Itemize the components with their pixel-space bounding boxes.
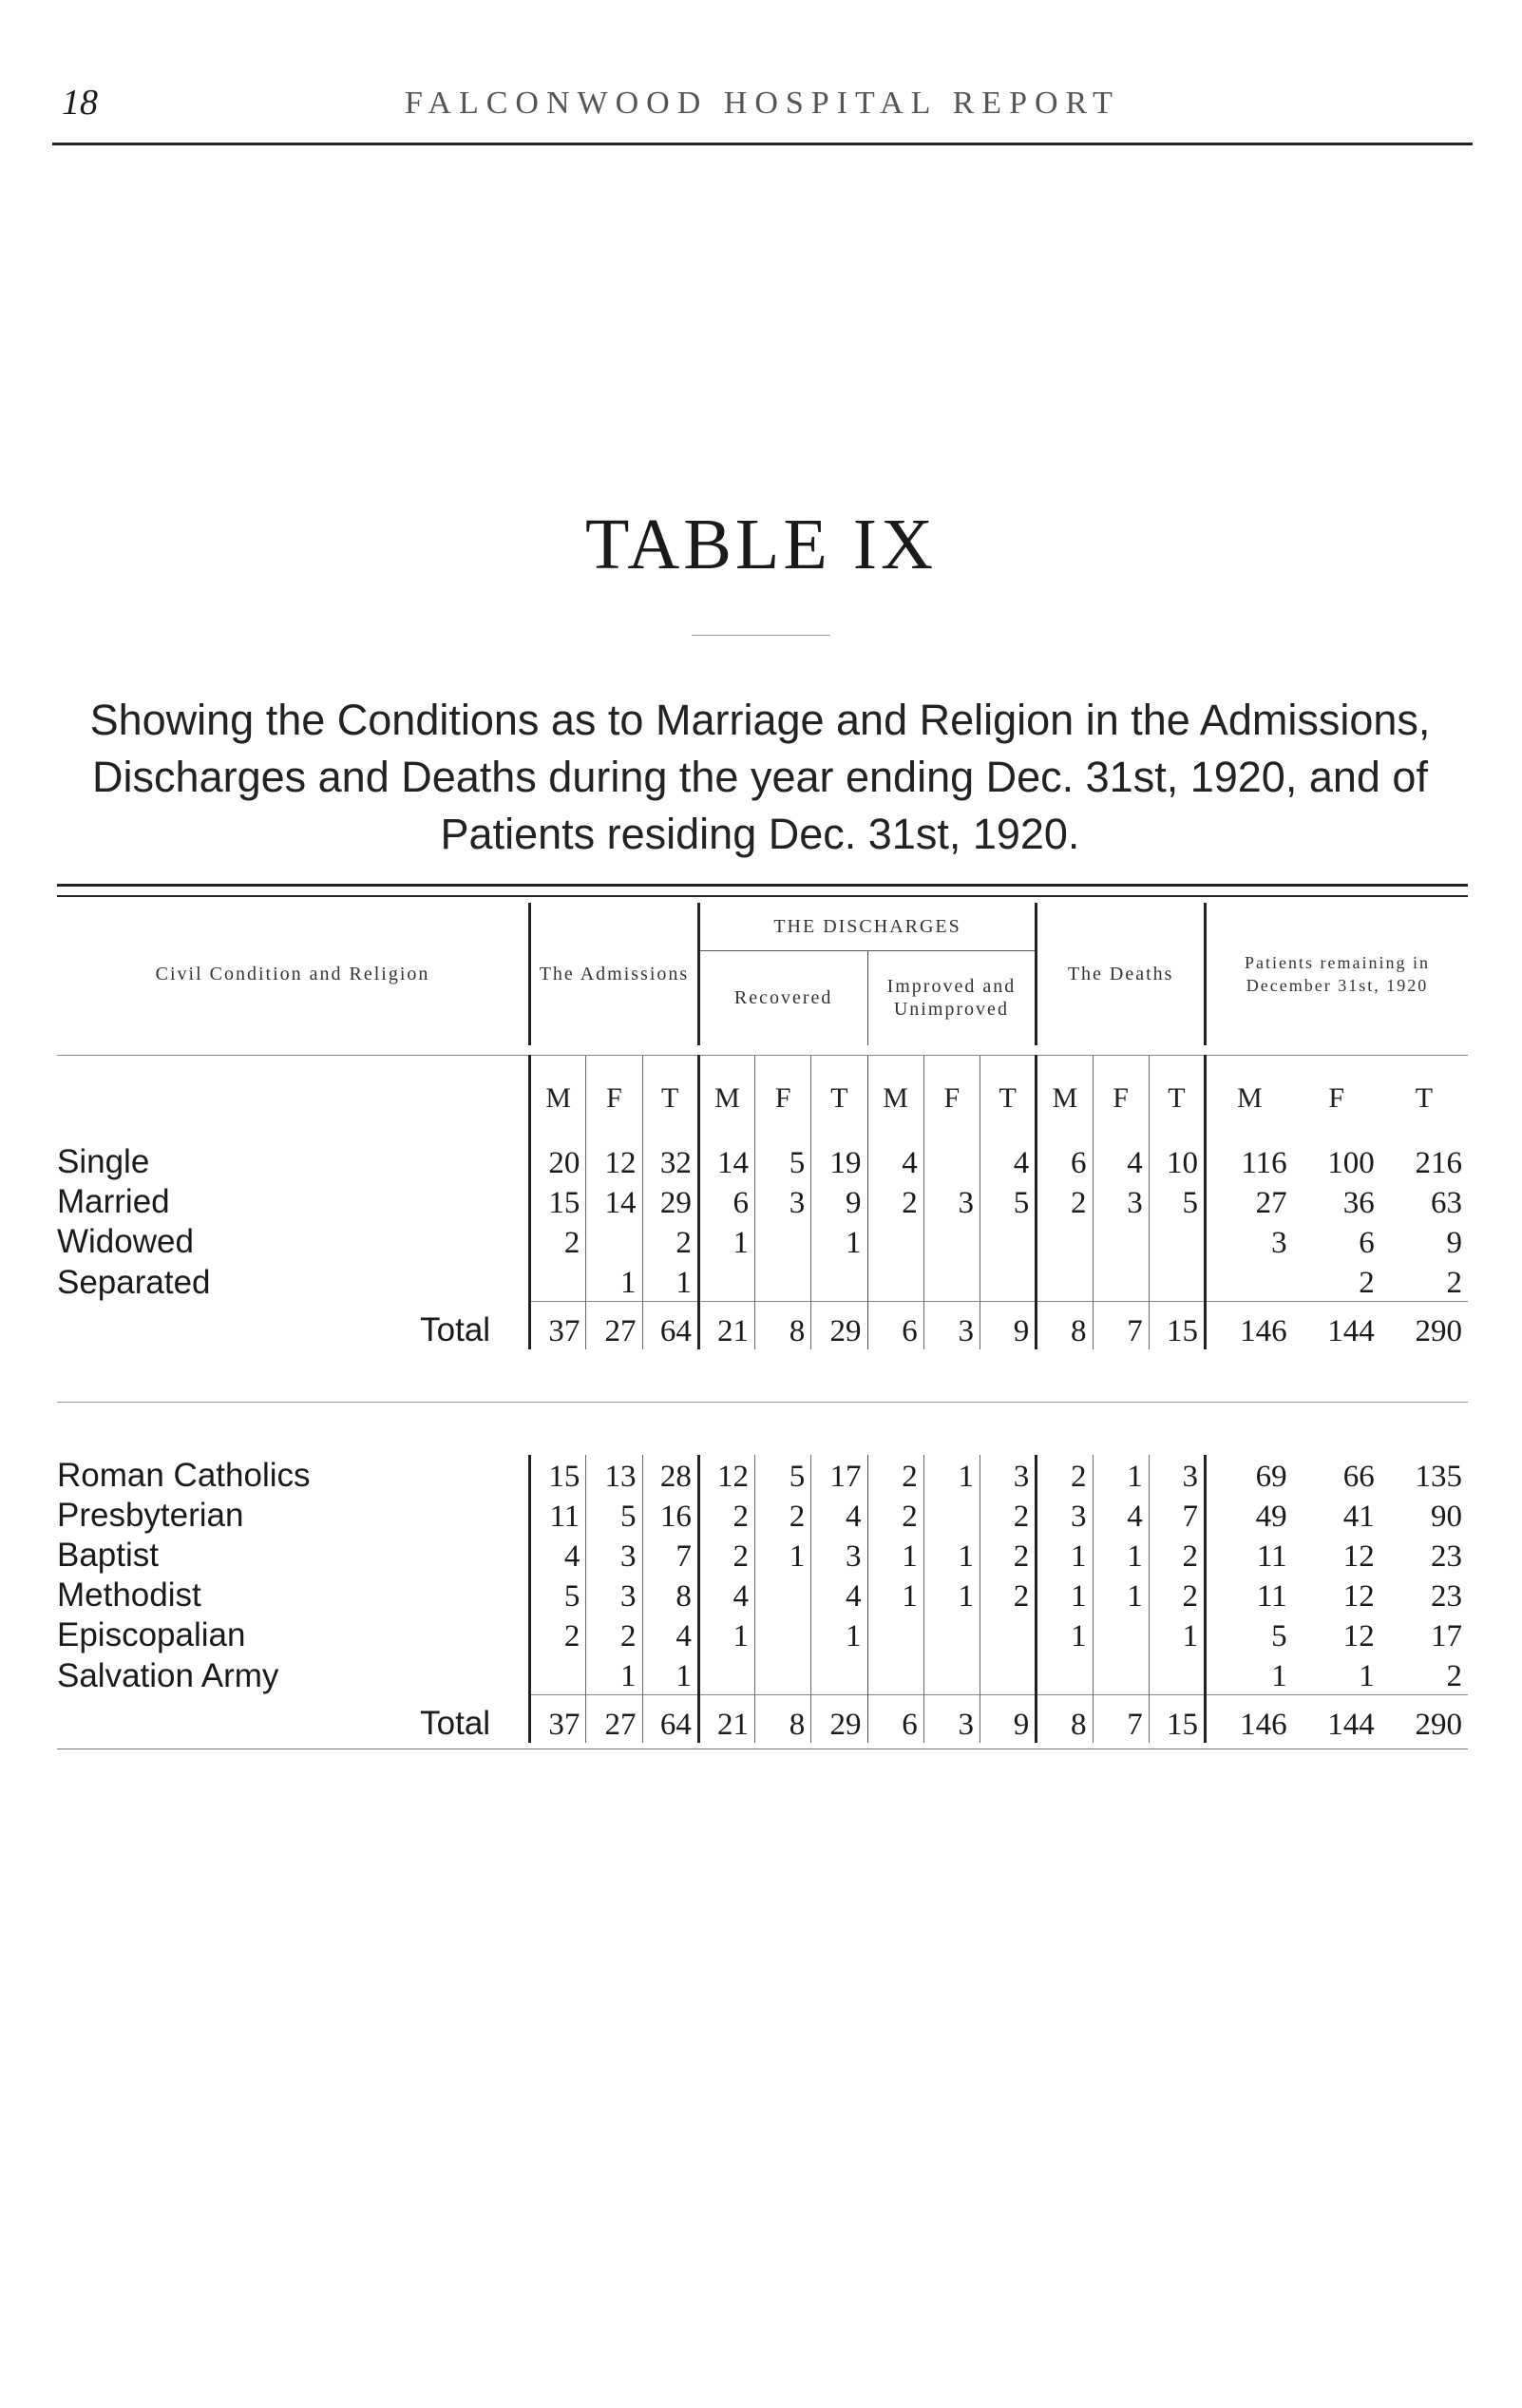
cell-recovered-f: 5	[755, 1455, 811, 1495]
improved-f: F	[923, 1056, 980, 1142]
religion-row	[57, 1535, 1468, 1575]
cell-admissions-t: 29	[642, 1181, 698, 1221]
cell-improved-t: 5	[980, 1181, 1036, 1221]
cell-improved-f: 1	[923, 1455, 980, 1495]
cell-admissions-m: 11	[530, 1495, 586, 1535]
cell-admissions-m: 5	[530, 1575, 586, 1615]
cell-deaths-m: 3	[1037, 1495, 1093, 1535]
cell-deaths-m: 8	[1037, 1695, 1093, 1744]
cell-improved-f	[923, 1615, 980, 1654]
cell-recovered-t: 4	[811, 1575, 867, 1615]
cell-deaths-f	[1093, 1615, 1149, 1654]
cell-improved-f: 3	[923, 1181, 980, 1221]
cell-remaining-t: 23	[1431, 1539, 1462, 1574]
cell-remaining-t: 63	[1431, 1186, 1462, 1220]
cell-remaining-f: 12	[1342, 1619, 1375, 1653]
cell-improved-t	[980, 1654, 1036, 1695]
cell-deaths-m: 1	[1037, 1575, 1093, 1615]
cell-remaining-f: 1	[1359, 1659, 1375, 1693]
recovered-t: T	[811, 1056, 867, 1142]
mft-header-row	[57, 1056, 1468, 1142]
cell-deaths-f: 3	[1093, 1181, 1149, 1221]
cell-remaining-f: 144	[1293, 1302, 1380, 1350]
religion-row	[57, 1455, 1468, 1495]
cell-remaining-t: 2	[1446, 1266, 1462, 1300]
cell-deaths-m: 1	[1037, 1535, 1093, 1575]
cell-admissions-t: 2	[642, 1221, 698, 1261]
cell-recovered-t: 1	[811, 1221, 867, 1261]
civil-row	[57, 1261, 1468, 1302]
cell-improved-m: 1	[867, 1535, 923, 1575]
cell-recovered-m: 21	[698, 1302, 754, 1350]
statistics-table	[57, 903, 1468, 1749]
section-gap	[57, 1349, 1468, 1455]
cell-admissions-f: 5	[586, 1495, 642, 1535]
remaining-header: Patients remaining in December 31st, 1920	[1245, 953, 1430, 995]
cell-improved-m: 6	[867, 1302, 923, 1350]
cell-remaining-m: 3	[1271, 1226, 1287, 1260]
cell-remaining-t: 2	[1446, 1659, 1462, 1693]
row-label: Roman Catholics	[57, 1455, 530, 1495]
cell-deaths-f: 7	[1093, 1695, 1149, 1744]
cell-remaining-m: 146	[1206, 1695, 1293, 1744]
cell-improved-m	[867, 1261, 923, 1302]
admissions-t: T	[642, 1056, 698, 1142]
cell-remaining-f: 41	[1342, 1500, 1375, 1534]
cell-remaining-f: 100	[1327, 1146, 1375, 1180]
page-header	[52, 76, 1473, 145]
cell-remaining-f: 2	[1359, 1266, 1375, 1300]
civil-total-row	[57, 1302, 1468, 1350]
cell-admissions-m: 37	[530, 1302, 586, 1350]
civil-row	[57, 1221, 1468, 1261]
cell-improved-m	[867, 1654, 923, 1695]
cell-admissions-t: 1	[642, 1654, 698, 1695]
cell-recovered-m: 1	[698, 1615, 754, 1654]
row-label: Baptist	[57, 1535, 530, 1575]
cell-admissions-t: 1	[642, 1261, 698, 1302]
cell-deaths-f: 4	[1093, 1141, 1149, 1181]
table-subtitle: Showing the Conditions as to Marriage and Religion in the Admissions, Discharges and Deaths during the year ending Dec. 31st, 1920, and of Patients residing Dec. 31st, 1920.	[89, 696, 1431, 858]
header-separator	[57, 1045, 1468, 1056]
cell-deaths-m	[1037, 1654, 1093, 1695]
cell-deaths-t: 5	[1149, 1181, 1205, 1221]
civil-row	[57, 1141, 1468, 1181]
recovered-header: Recovered	[698, 950, 867, 1045]
cell-admissions-f: 14	[586, 1181, 642, 1221]
cell-improved-m: 1	[867, 1575, 923, 1615]
cell-improved-f	[923, 1495, 980, 1535]
cell-improved-t: 3	[980, 1455, 1036, 1495]
cell-admissions-f	[586, 1221, 642, 1261]
cell-recovered-f	[755, 1654, 811, 1695]
cell-deaths-m: 1	[1037, 1615, 1093, 1654]
cell-improved-f	[923, 1261, 980, 1302]
cell-admissions-t: 32	[642, 1141, 698, 1181]
cell-admissions-f: 1	[586, 1654, 642, 1695]
cell-admissions-m: 4	[530, 1535, 586, 1575]
cell-deaths-t: 15	[1149, 1695, 1205, 1744]
cell-deaths-t	[1149, 1654, 1205, 1695]
running-head: FALCONWOOD HOSPITAL REPORT	[405, 86, 1120, 121]
table-header	[57, 903, 1468, 1141]
cell-recovered-m: 14	[698, 1141, 754, 1181]
cell-deaths-f: 4	[1093, 1495, 1149, 1535]
civil-condition-section	[57, 1141, 1468, 1349]
admissions-m: M	[530, 1056, 586, 1142]
cell-improved-t	[980, 1615, 1036, 1654]
cell-admissions-t: 64	[642, 1695, 698, 1744]
cell-recovered-f: 3	[755, 1181, 811, 1221]
cell-admissions-f: 3	[586, 1575, 642, 1615]
cell-remaining-m: 5	[1271, 1619, 1287, 1653]
civil-row	[57, 1181, 1468, 1221]
cell-deaths-t: 10	[1149, 1141, 1205, 1181]
cell-recovered-t: 9	[811, 1181, 867, 1221]
cell-remaining-m: 116	[1241, 1146, 1287, 1180]
cell-deaths-f	[1093, 1221, 1149, 1261]
cell-deaths-t: 2	[1149, 1575, 1205, 1615]
title-divider	[692, 635, 830, 636]
cell-recovered-f	[755, 1261, 811, 1302]
cell-remaining-m: 146	[1206, 1302, 1293, 1350]
cell-improved-t	[980, 1221, 1036, 1261]
discharges-header: THE DISCHARGES	[698, 903, 1036, 950]
cell-remaining-t: 23	[1431, 1579, 1462, 1614]
cell-improved-t: 9	[980, 1695, 1036, 1744]
cell-improved-f	[923, 1221, 980, 1261]
cell-recovered-f: 5	[755, 1141, 811, 1181]
cell-remaining-t: 17	[1431, 1619, 1462, 1653]
cell-improved-m	[867, 1615, 923, 1654]
cell-deaths-f: 1	[1093, 1455, 1149, 1495]
row-label: Single	[57, 1141, 530, 1181]
cell-remaining-m	[1206, 1261, 1293, 1302]
cell-remaining-f: 12	[1342, 1539, 1375, 1574]
cell-improved-f	[923, 1141, 980, 1181]
row-label: Methodist	[57, 1575, 530, 1615]
cell-admissions-t: 28	[642, 1455, 698, 1495]
cell-recovered-m: 4	[698, 1575, 754, 1615]
cell-improved-m	[867, 1221, 923, 1261]
cell-remaining-t: 9	[1446, 1226, 1462, 1260]
cell-recovered-m: 2	[698, 1495, 754, 1535]
table-bottom	[57, 1743, 1468, 1749]
cell-recovered-t: 29	[811, 1302, 867, 1350]
cell-admissions-f: 12	[586, 1141, 642, 1181]
cell-deaths-t	[1149, 1261, 1205, 1302]
religion-total-row	[57, 1695, 1468, 1744]
cell-deaths-f	[1093, 1654, 1149, 1695]
table-top-rule-inner	[57, 895, 1468, 897]
cell-admissions-m: 2	[530, 1221, 586, 1261]
religion-row	[57, 1575, 1468, 1615]
deaths-t: T	[1149, 1056, 1205, 1142]
cell-improved-t	[980, 1261, 1036, 1302]
cell-remaining-f: 66	[1342, 1460, 1375, 1494]
remaining-f: F	[1328, 1082, 1345, 1114]
cell-recovered-m: 2	[698, 1535, 754, 1575]
cell-improved-f: 3	[923, 1302, 980, 1350]
cell-admissions-f: 1	[586, 1261, 642, 1302]
cell-improved-m: 4	[867, 1141, 923, 1181]
religion-row	[57, 1654, 1468, 1695]
cell-recovered-t	[811, 1654, 867, 1695]
cell-recovered-f	[755, 1615, 811, 1654]
cell-remaining-f: 36	[1342, 1186, 1375, 1220]
cell-admissions-m: 15	[530, 1181, 586, 1221]
cell-improved-m: 2	[867, 1495, 923, 1535]
cell-remaining-m: 11	[1256, 1539, 1287, 1574]
deaths-header: The Deaths	[1037, 903, 1206, 1045]
religion-row	[57, 1615, 1468, 1654]
cell-remaining-t: 216	[1415, 1146, 1462, 1180]
cell-recovered-f: 8	[755, 1695, 811, 1744]
cell-improved-f	[923, 1654, 980, 1695]
cell-remaining-t: 90	[1431, 1500, 1462, 1534]
cell-deaths-m	[1037, 1261, 1093, 1302]
cell-recovered-f	[755, 1221, 811, 1261]
cell-admissions-t: 16	[642, 1495, 698, 1535]
row-label: Episcopalian	[57, 1615, 530, 1654]
cell-admissions-t: 7	[642, 1535, 698, 1575]
cell-admissions-m: 37	[530, 1695, 586, 1744]
cell-admissions-t: 8	[642, 1575, 698, 1615]
cell-remaining-t: 290	[1380, 1695, 1468, 1744]
cell-admissions-f: 13	[586, 1455, 642, 1495]
cell-improved-t: 2	[980, 1495, 1036, 1535]
cell-deaths-t	[1149, 1221, 1205, 1261]
cell-deaths-t: 15	[1149, 1302, 1205, 1350]
cell-recovered-m: 21	[698, 1695, 754, 1744]
cell-deaths-m: 2	[1037, 1181, 1093, 1221]
cell-recovered-t: 4	[811, 1495, 867, 1535]
improved-header: Improved and Unimproved	[867, 950, 1037, 1045]
cell-improved-m: 6	[867, 1695, 923, 1744]
cell-deaths-f: 7	[1093, 1302, 1149, 1350]
table-top-rule	[57, 884, 1468, 887]
cell-improved-t: 4	[980, 1141, 1036, 1181]
row-label: Widowed	[57, 1221, 530, 1261]
civil-religion-header: Civil Condition and Religion	[57, 903, 530, 1045]
cell-deaths-m	[1037, 1221, 1093, 1261]
cell-recovered-m: 1	[698, 1221, 754, 1261]
cell-remaining-m: 1	[1271, 1659, 1287, 1693]
cell-deaths-m: 8	[1037, 1302, 1093, 1350]
cell-admissions-f: 27	[586, 1302, 642, 1350]
cell-remaining-f: 6	[1359, 1226, 1375, 1260]
cell-remaining-m: 49	[1255, 1500, 1287, 1534]
cell-recovered-t: 29	[811, 1695, 867, 1744]
cell-deaths-f: 1	[1093, 1575, 1149, 1615]
cell-remaining-m: 27	[1255, 1186, 1287, 1220]
cell-improved-f: 3	[923, 1695, 980, 1744]
cell-recovered-t: 1	[811, 1615, 867, 1654]
cell-recovered-f	[755, 1575, 811, 1615]
cell-improved-t: 2	[980, 1535, 1036, 1575]
cell-improved-m: 2	[867, 1181, 923, 1221]
recovered-f: F	[755, 1056, 811, 1142]
cell-recovered-f: 1	[755, 1535, 811, 1575]
cell-recovered-t: 19	[811, 1141, 867, 1181]
page-number: 18	[62, 83, 98, 123]
cell-recovered-t: 3	[811, 1535, 867, 1575]
admissions-f: F	[586, 1056, 642, 1142]
remaining-m: M	[1236, 1082, 1263, 1114]
cell-admissions-m	[530, 1654, 586, 1695]
cell-admissions-m: 20	[530, 1141, 586, 1181]
religion-row	[57, 1495, 1468, 1535]
cell-admissions-f: 3	[586, 1535, 642, 1575]
row-label: Total	[57, 1695, 530, 1744]
cell-deaths-f: 1	[1093, 1535, 1149, 1575]
row-label: Separated	[57, 1261, 530, 1302]
admissions-header: The Admissions	[530, 903, 699, 1045]
religion-section	[57, 1455, 1468, 1743]
cell-admissions-t: 64	[642, 1302, 698, 1350]
cell-remaining-m: 69	[1255, 1460, 1287, 1494]
row-label: Salvation Army	[57, 1654, 530, 1695]
cell-deaths-m: 2	[1037, 1455, 1093, 1495]
recovered-m: M	[698, 1056, 754, 1142]
row-label: Total	[57, 1302, 530, 1350]
cell-remaining-t: 290	[1380, 1302, 1468, 1350]
cell-remaining-m: 11	[1256, 1579, 1287, 1614]
cell-remaining-f: 12	[1342, 1579, 1375, 1614]
cell-deaths-t: 1	[1149, 1615, 1205, 1654]
cell-remaining-t: 135	[1415, 1460, 1462, 1494]
cell-recovered-m	[698, 1654, 754, 1695]
row-label: Presbyterian	[57, 1495, 530, 1535]
remaining-t: T	[1415, 1082, 1434, 1114]
cell-admissions-m: 15	[530, 1455, 586, 1495]
cell-recovered-t	[811, 1261, 867, 1302]
cell-admissions-f: 27	[586, 1695, 642, 1744]
cell-improved-m: 2	[867, 1455, 923, 1495]
cell-admissions-m: 2	[530, 1615, 586, 1654]
table-title: TABLE IX	[585, 505, 937, 584]
row-label: Married	[57, 1181, 530, 1221]
deaths-m: M	[1037, 1056, 1093, 1142]
cell-recovered-m	[698, 1261, 754, 1302]
cell-admissions-f: 2	[586, 1615, 642, 1654]
cell-deaths-t: 2	[1149, 1535, 1205, 1575]
cell-recovered-m: 6	[698, 1181, 754, 1221]
cell-improved-f: 1	[923, 1535, 980, 1575]
cell-recovered-t: 17	[811, 1455, 867, 1495]
deaths-f: F	[1093, 1056, 1149, 1142]
cell-admissions-m	[530, 1261, 586, 1302]
cell-remaining-f: 144	[1293, 1695, 1380, 1744]
cell-deaths-f	[1093, 1261, 1149, 1302]
improved-m: M	[867, 1056, 923, 1142]
cell-recovered-m: 12	[698, 1455, 754, 1495]
cell-improved-t: 9	[980, 1302, 1036, 1350]
cell-improved-f: 1	[923, 1575, 980, 1615]
improved-t: T	[980, 1056, 1036, 1142]
cell-recovered-f: 8	[755, 1302, 811, 1350]
cell-deaths-m: 6	[1037, 1141, 1093, 1181]
cell-deaths-t: 7	[1149, 1495, 1205, 1535]
cell-admissions-t: 4	[642, 1615, 698, 1654]
cell-recovered-f: 2	[755, 1495, 811, 1535]
cell-deaths-t: 3	[1149, 1455, 1205, 1495]
cell-improved-t: 2	[980, 1575, 1036, 1615]
